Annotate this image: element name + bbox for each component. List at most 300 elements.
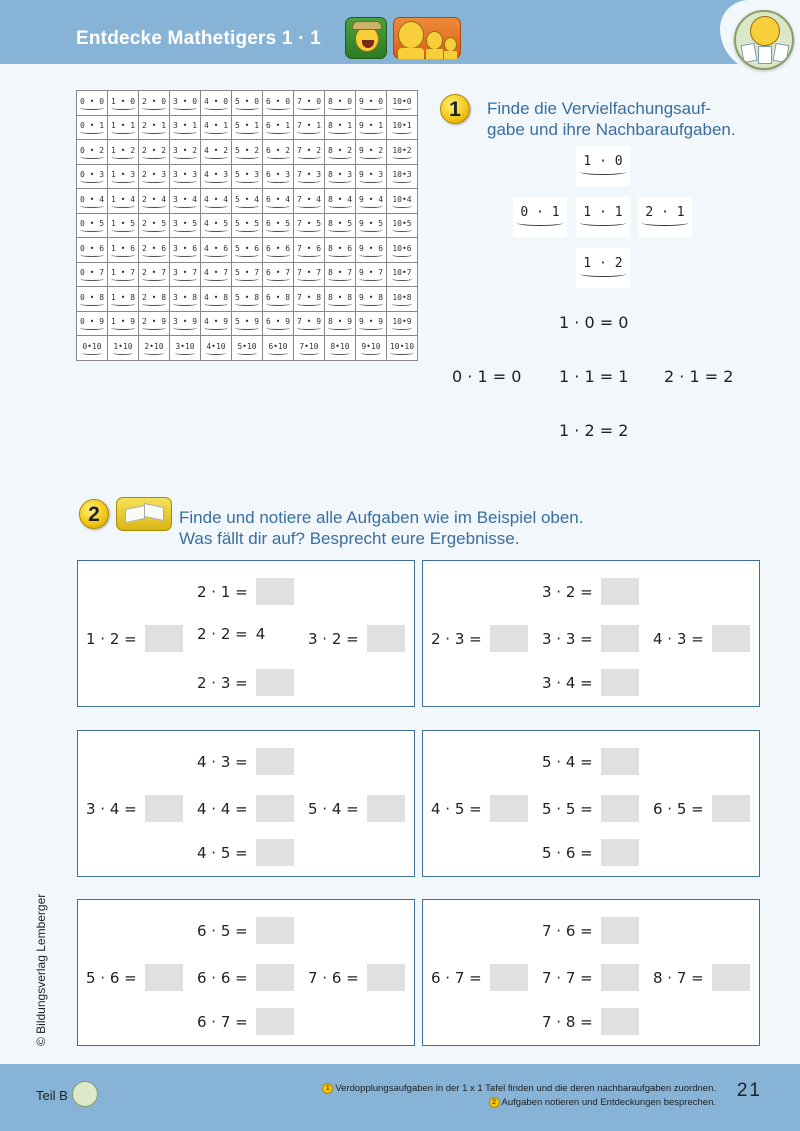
teacher-note-2	[322, 1096, 716, 1110]
table-cell-expression: 8 • 1	[328, 121, 352, 133]
table-cell-expression: 1 • 1	[111, 121, 135, 133]
equation-expression: 7 · 7 =	[542, 968, 593, 987]
table-cell	[232, 262, 263, 287]
table-cell	[325, 115, 356, 140]
task-2-instruction-line1: Finde und notiere alle Aufgaben wie im Beispiel oben.	[179, 508, 584, 527]
table-cell-expression: 5 • 3	[235, 170, 259, 182]
table-cell-expression: 9 • 6	[359, 244, 383, 256]
table-cell	[294, 287, 325, 312]
table-cell	[263, 311, 294, 336]
table-cell	[170, 164, 201, 189]
table-cell-expression: 5 • 6	[235, 244, 259, 256]
table-cell	[294, 311, 325, 336]
table-cell-expression: 7 • 6	[297, 244, 321, 256]
table-cell-expression: 2 • 2	[142, 146, 166, 158]
teacher-note-1	[322, 1082, 716, 1096]
table-cell	[108, 336, 139, 361]
table-cell-expression: 5 • 4	[235, 195, 259, 207]
table-cell	[294, 238, 325, 263]
table-cell-expression: 7 • 9	[297, 317, 321, 329]
table-cell	[387, 287, 418, 312]
table-row	[77, 115, 418, 140]
table-cell-expression: 2•10	[144, 342, 163, 354]
equation-expression: 5 · 6 =	[542, 843, 593, 862]
task-2-number-icon: 2	[79, 499, 109, 529]
table-cell-expression: 3 • 0	[173, 97, 197, 109]
table-cell	[356, 140, 387, 165]
equation-left: 0 · 1 = 0	[452, 367, 522, 386]
table-cell-expression: 10•1	[392, 121, 411, 133]
table-cell-expression: 5 • 2	[235, 146, 259, 158]
table-cell-expression: 6 • 9	[266, 317, 290, 329]
table-cell-expression: 5 • 5	[235, 219, 259, 231]
table-cell-expression: 2 • 8	[142, 293, 166, 305]
table-cell	[294, 336, 325, 361]
tile-top	[576, 146, 630, 186]
table-cell-expression: 9 • 0	[359, 97, 383, 109]
page-number: 21	[736, 1080, 762, 1101]
table-cell	[108, 287, 139, 312]
task-1-number-icon: 1	[440, 94, 470, 124]
task-2-instruction	[179, 507, 584, 549]
table-cell	[387, 213, 418, 238]
table-cell	[201, 164, 232, 189]
table-cell	[263, 336, 294, 361]
table-cell	[77, 238, 108, 263]
tiger-medal-small-icon	[72, 1081, 98, 1107]
equation-top	[542, 748, 639, 775]
table-cell-expression: 9 • 7	[359, 268, 383, 280]
table-cell-expression: 10•5	[392, 219, 411, 231]
table-cell-expression: 1 • 7	[111, 268, 135, 280]
table-cell-expression: 1 • 3	[111, 170, 135, 182]
tile-center-label: 1 · 1	[583, 205, 622, 224]
part-label: Teil B	[36, 1088, 68, 1103]
equation-expression: 4 · 3 =	[653, 629, 704, 648]
answer-blank-field[interactable]	[256, 748, 294, 775]
table-cell-expression: 6 • 2	[266, 146, 290, 158]
equation-top	[197, 748, 294, 775]
table-cell-expression: 9 • 4	[359, 195, 383, 207]
table-cell-expression: 3 • 7	[173, 268, 197, 280]
table-cell	[232, 336, 263, 361]
table-cell-expression: 1•10	[113, 342, 132, 354]
table-cell	[139, 189, 170, 214]
equation-left	[431, 795, 528, 822]
page-title: Entdecke Mathetigers 1 · 1	[76, 28, 321, 49]
table-cell-expression: 0 • 6	[80, 244, 104, 256]
answer-blank-field[interactable]	[712, 795, 750, 822]
table-cell	[356, 311, 387, 336]
table-cell-expression: 4 • 2	[204, 146, 228, 158]
table-cell-expression: 2 • 9	[142, 317, 166, 329]
equation-left	[431, 625, 528, 652]
table-cell	[108, 262, 139, 287]
equation-bottom	[542, 1008, 639, 1035]
equation-left	[86, 795, 183, 822]
table-cell	[77, 91, 108, 116]
table-cell-expression: 7 • 7	[297, 268, 321, 280]
table-cell	[294, 115, 325, 140]
table-cell	[387, 140, 418, 165]
table-row	[77, 311, 418, 336]
table-cell-expression: 8 • 9	[328, 317, 352, 329]
table-cell-expression: 2 • 7	[142, 268, 166, 280]
table-row	[77, 336, 418, 361]
table-cell	[108, 91, 139, 116]
tiger-family-icon	[393, 17, 461, 59]
table-cell-expression: 5 • 0	[235, 97, 259, 109]
table-cell	[170, 115, 201, 140]
equation-right: 2 · 1 = 2	[664, 367, 734, 386]
table-row	[77, 91, 418, 116]
table-cell	[201, 140, 232, 165]
answer-blank-field[interactable]	[145, 964, 183, 991]
table-cell-expression: 3 • 5	[173, 219, 197, 231]
tile-center	[576, 197, 630, 237]
table-row	[77, 287, 418, 312]
table-cell-expression: 0 • 8	[80, 293, 104, 305]
answer-blank-field[interactable]	[256, 917, 294, 944]
table-cell-expression: 3 • 1	[173, 121, 197, 133]
table-cell	[201, 189, 232, 214]
table-cell-expression: 1 • 0	[111, 97, 135, 109]
answer-blank-field[interactable]	[601, 917, 639, 944]
table-cell	[170, 189, 201, 214]
table-cell-expression: 6 • 4	[266, 195, 290, 207]
answer-blank-field[interactable]	[601, 964, 639, 991]
table-cell	[325, 91, 356, 116]
table-cell	[201, 262, 232, 287]
table-cell-expression: 6 • 8	[266, 293, 290, 305]
tiger-medal-icon	[734, 10, 794, 70]
table-cell-expression: 1 • 6	[111, 244, 135, 256]
table-cell	[170, 213, 201, 238]
table-cell-expression: 6 • 7	[266, 268, 290, 280]
table-cell-expression: 4 • 4	[204, 195, 228, 207]
table-cell	[325, 213, 356, 238]
table-cell-expression: 0 • 3	[80, 170, 104, 182]
table-cell	[356, 189, 387, 214]
table-cell-expression: 10•0	[392, 97, 411, 109]
table-cell-expression: 6•10	[268, 342, 287, 354]
tile-right-label: 2 · 1	[645, 205, 684, 224]
equation-expression: 1 · 2 =	[86, 629, 137, 648]
table-cell-expression: 5 • 1	[235, 121, 259, 133]
equation-answer: 4	[255, 625, 266, 643]
table-cell	[387, 311, 418, 336]
equation-expression: 2 · 3 =	[431, 629, 482, 648]
equation-right	[653, 964, 750, 991]
table-cell	[232, 115, 263, 140]
table-cell	[356, 91, 387, 116]
tile-bottom-label: 1 · 2	[583, 256, 622, 275]
table-cell-expression: 8 • 2	[328, 146, 352, 158]
table-cell	[263, 262, 294, 287]
table-cell-expression: 7 • 4	[297, 195, 321, 207]
table-cell-expression: 3 • 9	[173, 317, 197, 329]
table-cell-expression: 8 • 7	[328, 268, 352, 280]
table-row	[77, 262, 418, 287]
table-cell-expression: 6 • 0	[266, 97, 290, 109]
table-cell	[77, 287, 108, 312]
table-cell	[201, 336, 232, 361]
table-cell	[108, 115, 139, 140]
table-cell-expression: 8 • 8	[328, 293, 352, 305]
table-cell-expression: 10•2	[392, 146, 411, 158]
equation-bottom	[197, 1008, 294, 1035]
answer-blank-field[interactable]	[367, 625, 405, 652]
table-cell-expression: 7 • 8	[297, 293, 321, 305]
table-cell	[77, 336, 108, 361]
equation-center	[542, 625, 639, 652]
table-cell	[108, 189, 139, 214]
equation-center: 1 · 1 = 1	[559, 367, 629, 386]
table-cell	[387, 189, 418, 214]
table-cell-expression: 9 • 1	[359, 121, 383, 133]
table-cell	[263, 287, 294, 312]
equation-expression: 3 · 3 =	[542, 629, 593, 648]
table-cell-expression: 8 • 0	[328, 97, 352, 109]
table-cell-expression: 8•10	[330, 342, 349, 354]
equation-top: 1 · 0 = 0	[559, 313, 629, 332]
table-cell	[201, 238, 232, 263]
equation-expression: 2 · 1 =	[197, 582, 248, 601]
note-2-number-icon: 2	[489, 1097, 500, 1108]
table-cell	[263, 115, 294, 140]
table-cell	[108, 164, 139, 189]
equation-right	[308, 625, 405, 652]
table-cell	[325, 140, 356, 165]
table-cell-expression: 2 • 3	[142, 170, 166, 182]
answer-blank-field[interactable]	[601, 1008, 639, 1035]
table-cell-expression: 10•6	[392, 244, 411, 256]
task-2-instruction-line2: Was fällt dir auf? Besprecht eure Ergebnisse.	[179, 529, 520, 548]
equation-expression: 7 · 8 =	[542, 1012, 593, 1031]
table-cell	[263, 189, 294, 214]
answer-blank-field[interactable]	[256, 795, 294, 822]
answer-blank-field[interactable]	[256, 669, 294, 696]
table-cell-expression: 3 • 6	[173, 244, 197, 256]
equation-expression: 5 · 6 =	[86, 968, 137, 987]
table-cell	[356, 336, 387, 361]
table-cell	[139, 262, 170, 287]
table-cell	[263, 91, 294, 116]
table-cell	[356, 213, 387, 238]
table-cell	[325, 336, 356, 361]
table-cell	[77, 311, 108, 336]
equation-bottom: 1 · 2 = 2	[559, 421, 629, 440]
answer-blank-field[interactable]	[601, 748, 639, 775]
table-cell-expression: 8 • 3	[328, 170, 352, 182]
equation-left	[86, 964, 183, 991]
table-cell-expression: 4 • 7	[204, 268, 228, 280]
exercise-box	[422, 899, 760, 1046]
table-cell-expression: 3 • 8	[173, 293, 197, 305]
table-cell-expression: 1 • 2	[111, 146, 135, 158]
equation-expression: 6 · 5 =	[653, 799, 704, 818]
equation-expression: 2 · 3 =	[197, 673, 248, 692]
task-1-instruction-line2: gabe und ihre Nachbaraufgaben.	[487, 120, 736, 139]
table-cell	[325, 238, 356, 263]
equation-left	[431, 964, 528, 991]
equation-expression: 7 · 6 =	[308, 968, 359, 987]
tile-left-label: 0 · 1	[520, 205, 559, 224]
table-cell	[139, 213, 170, 238]
table-cell	[201, 213, 232, 238]
table-cell-expression: 4 • 8	[204, 293, 228, 305]
answer-blank-field[interactable]	[145, 625, 183, 652]
answer-blank-field[interactable]	[490, 625, 528, 652]
table-row	[77, 238, 418, 263]
table-cell-expression: 3•10	[175, 342, 194, 354]
answer-blank-field[interactable]	[601, 839, 639, 866]
note-1-number-icon: 1	[322, 1083, 333, 1094]
teacher-note-1-text: Verdopplungsaufgaben in der 1 x 1 Tafel finden und die deren nachbaraufgaben zuordnen.	[335, 1083, 716, 1094]
table-row	[77, 189, 418, 214]
table-cell-expression: 3 • 4	[173, 195, 197, 207]
table-cell	[387, 91, 418, 116]
table-cell-expression: 2 • 6	[142, 244, 166, 256]
table-cell-expression: 9•10	[361, 342, 380, 354]
equation-expression: 4 · 3 =	[197, 752, 248, 771]
tile-right	[638, 197, 692, 237]
answer-blank-field[interactable]	[601, 578, 639, 605]
table-cell	[356, 164, 387, 189]
equation-bottom	[197, 669, 294, 696]
book-icon	[116, 497, 172, 531]
teacher-note-2-text: Aufgaben notieren und Entdeckungen besprechen.	[501, 1097, 716, 1108]
table-cell	[325, 164, 356, 189]
table-cell-expression: 0 • 1	[80, 121, 104, 133]
table-cell	[325, 189, 356, 214]
table-cell-expression: 4 • 1	[204, 121, 228, 133]
table-cell-expression: 6 • 6	[266, 244, 290, 256]
table-row	[77, 164, 418, 189]
table-cell	[387, 262, 418, 287]
table-cell	[170, 287, 201, 312]
table-cell	[325, 311, 356, 336]
table-cell	[387, 238, 418, 263]
table-cell	[201, 115, 232, 140]
equation-expression: 4 · 4 =	[197, 799, 248, 818]
table-cell	[139, 91, 170, 116]
table-cell-expression: 2 • 5	[142, 219, 166, 231]
answer-blank-field[interactable]	[490, 964, 528, 991]
answer-blank-field[interactable]	[367, 795, 405, 822]
equation-right	[308, 795, 405, 822]
table-cell	[139, 336, 170, 361]
task-1-instruction-line1: Finde die Vervielfachungsauf-	[487, 99, 711, 118]
table-cell	[77, 189, 108, 214]
table-cell-expression: 0•10	[82, 342, 101, 354]
table-cell	[108, 213, 139, 238]
table-cell-expression: 0 • 4	[80, 195, 104, 207]
answer-blank-field[interactable]	[601, 669, 639, 696]
table-cell-expression: 4 • 6	[204, 244, 228, 256]
table-cell-expression: 7•10	[299, 342, 318, 354]
equation-expression: 4 · 5 =	[197, 843, 248, 862]
table-cell-expression: 9 • 5	[359, 219, 383, 231]
table-cell-expression: 9 • 9	[359, 317, 383, 329]
equation-bottom	[542, 839, 639, 866]
table-cell	[325, 287, 356, 312]
equation-expression: 6 · 6 =	[197, 968, 248, 987]
exercise-box	[77, 730, 415, 877]
table-cell	[77, 262, 108, 287]
equation-expression: 2 · 2 =	[197, 625, 248, 643]
equation-expression: 5 · 4 =	[308, 799, 359, 818]
table-cell-expression: 3 • 2	[173, 146, 197, 158]
table-cell	[77, 164, 108, 189]
exercise-box	[422, 560, 760, 707]
table-cell	[77, 213, 108, 238]
answer-blank-field[interactable]	[256, 578, 294, 605]
table-cell	[170, 311, 201, 336]
table-cell	[232, 140, 263, 165]
table-cell	[294, 262, 325, 287]
equation-expression: 7 · 6 =	[542, 921, 593, 940]
table-cell-expression: 7 • 0	[297, 97, 321, 109]
table-cell	[387, 115, 418, 140]
answer-blank-field[interactable]	[712, 625, 750, 652]
table-cell	[77, 140, 108, 165]
table-cell-expression: 1 • 5	[111, 219, 135, 231]
equation-top	[542, 578, 639, 605]
table-cell	[356, 115, 387, 140]
answer-blank-field[interactable]	[490, 795, 528, 822]
table-cell-expression: 1 • 8	[111, 293, 135, 305]
table-cell	[294, 140, 325, 165]
table-cell-expression: 5 • 7	[235, 268, 259, 280]
table-cell-expression: 7 • 1	[297, 121, 321, 133]
table-cell	[294, 91, 325, 116]
equation-right	[653, 795, 750, 822]
table-cell-expression: 4 • 9	[204, 317, 228, 329]
table-cell	[294, 213, 325, 238]
answer-blank-field[interactable]	[256, 839, 294, 866]
table-cell	[108, 311, 139, 336]
table-cell	[263, 213, 294, 238]
table-cell-expression: 6 • 3	[266, 170, 290, 182]
table-cell	[139, 311, 170, 336]
equation-center	[197, 795, 294, 822]
table-cell-expression: 10•4	[392, 195, 411, 207]
table-cell	[201, 287, 232, 312]
table-cell-expression: 10•9	[392, 317, 411, 329]
table-cell	[232, 91, 263, 116]
answer-blank-field[interactable]	[601, 625, 639, 652]
answer-blank-field[interactable]	[601, 795, 639, 822]
table-cell	[139, 287, 170, 312]
answer-blank-field[interactable]	[256, 1008, 294, 1035]
table-cell-expression: 6 • 1	[266, 121, 290, 133]
answer-blank-field[interactable]	[145, 795, 183, 822]
answer-blank-field[interactable]	[256, 964, 294, 991]
answer-blank-field[interactable]	[367, 964, 405, 991]
table-cell-expression: 7 • 3	[297, 170, 321, 182]
table-cell	[232, 287, 263, 312]
table-cell-expression: 4 • 0	[204, 97, 228, 109]
table-cell-expression: 10•7	[392, 268, 411, 280]
answer-blank-field[interactable]	[712, 964, 750, 991]
table-cell	[356, 238, 387, 263]
table-cell	[387, 336, 418, 361]
equation-center	[542, 964, 639, 991]
tile-top-label: 1 · 0	[583, 154, 622, 173]
table-cell-expression: 2 • 1	[142, 121, 166, 133]
equation-top	[542, 917, 639, 944]
